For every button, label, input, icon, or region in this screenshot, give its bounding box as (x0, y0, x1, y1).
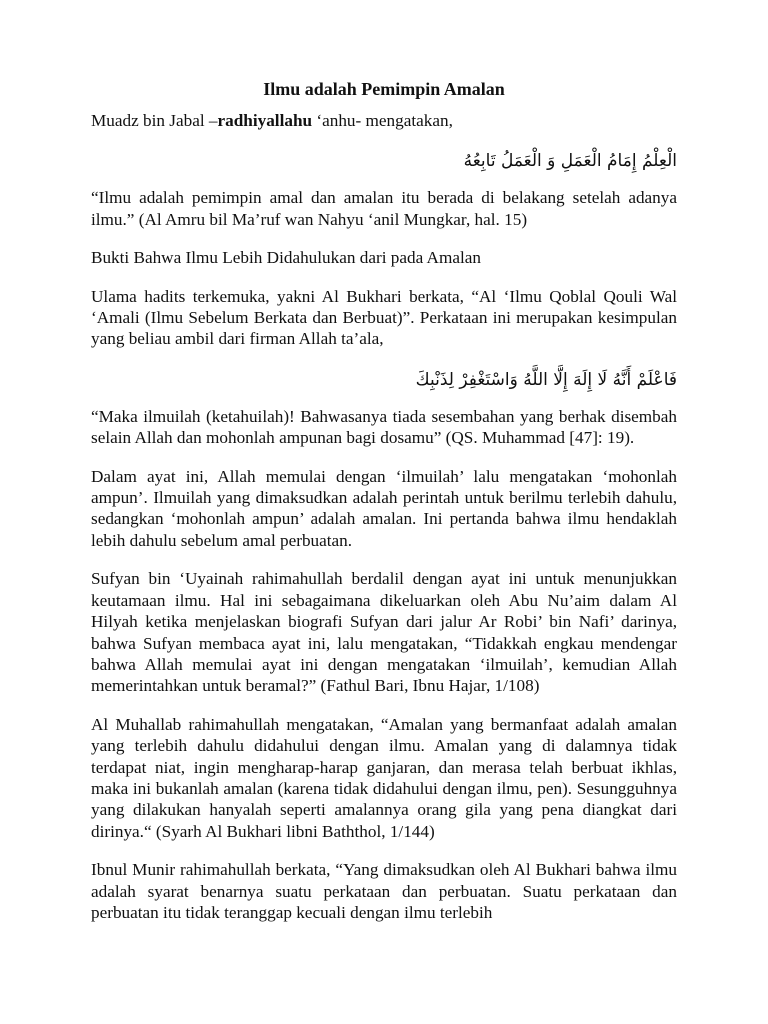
intro-before: Muadz bin Jabal – (91, 111, 218, 130)
section-heading: Bukti Bahwa Ilmu Lebih Didahulukan dari pada Amalan (91, 248, 481, 268)
intro-paragraph (91, 110, 677, 131)
paragraph-ibnul-munir: Ibnul Munir rahimahullah berkata, “Yang dimaksudkan oleh Al Bukhari bahwa ilmu adalah syarat benarnya suatu perkataan dan perbuatan. Suatu perkataan dan perbuatan itu tidak teranggap kecuali dengan ilmu terlebih (91, 860, 677, 922)
paragraph-bukhari: Ulama hadits terkemuka, yakni Al Bukhari berkata, “Al ‘Ilmu Qoblal Qouli Wal ‘Amali (Ilmu Sebelum Berkata dan Berbuat)”. Perkataan ini merupakan kesimpulan yang beliau ambil dari firman Allah ta’ala, (91, 286, 677, 349)
paragraph-muhallab: Al Muhallab rahimahullah mengatakan, “Amalan yang bermanfaat adalah amalan yang terlebih dahulu didahului dengan ilmu. Amalan yang di dalamnya tidak terdapat niat, ingin mengharap-harap ganjaran, dan merasa telah berbuat ikhlas, maka ini bukanlah amalan (karena tidak didahului dengan ilmu, pen). Sesungguhnya yang dilakukan hanyalah seperti amalannya orang gila yang pena diangkat dari dirinya.“ (Syarh Al Bukhari libni Baththol, 1/144) (91, 714, 677, 841)
translation-paragraph-1: “Ilmu adalah pemimpin amal dan amalan itu berada di belakang setelah adanya ilmu.” (Al Amru bil Ma’ruf wan Nahyu ‘anil Mungkar, hal. 15) (91, 188, 677, 229)
intro-bold: radhiyallahu (217, 111, 313, 130)
paragraph-sufyan: Sufyan bin ‘Uyainah rahimahullah berdalil dengan ayat ini untuk menunjukkan keutamaan ilmu. Hal ini sebagaimana dikeluarkan oleh Abu Nu’aim dalam Al Hilyah ketika menjelaskan biografi Sufyan dari jalur Ar Robi’ bin Nafi’ darinya, bahwa Sufyan membaca ayat ini, lalu mengatakan, “Tidakkah engkau mendengar bahwa Allah memulai ayat ini dengan mengatakan ‘ilmuilah’, kemudian Allah memerintahkan untuk beramal?” (Fathul Bari, Ibnu Hajar, 1/108) (91, 569, 677, 696)
document-title: Ilmu adalah Pemimpin Amalan (263, 79, 505, 99)
arabic-verse-muhammad-19: فَاعْلَمْ أَنَّهُ لَا إِلَهَ إِلَّا اللَّهُ وَاسْتَغْفِرْ لِذَنْبِكَ (415, 369, 677, 390)
document-page (91, 78, 677, 940)
intro-after: ‘anhu- mengatakan, (312, 111, 453, 130)
paragraph-ayat: Dalam ayat ini, Allah memulai dengan ‘ilmuilah’ lalu mengatakan ‘mohonlah ampun’. Ilmuilah yang dimaksudkan adalah perintah untuk berilmu terlebih dahulu, sedangkan ‘mohonlah ampun’ adalah amalan. Ini pertanda bahwa ilmu hendaklah lebih dahulu sebelum amal perbuatan. (91, 466, 677, 550)
translation-paragraph-2: “Maka ilmuilah (ketahuilah)! Bahwasanya tiada sesembahan yang berhak disembah selain Allah dan mohonlah ampunan bagi dosamu” (QS. Muhammad [47]: 19). (91, 406, 677, 448)
arabic-quote-muadz: الْعِلْمُ إِمَامُ الْعَمَلِ وَ الْعَمَلُ تَابِعُهُ (463, 151, 677, 172)
